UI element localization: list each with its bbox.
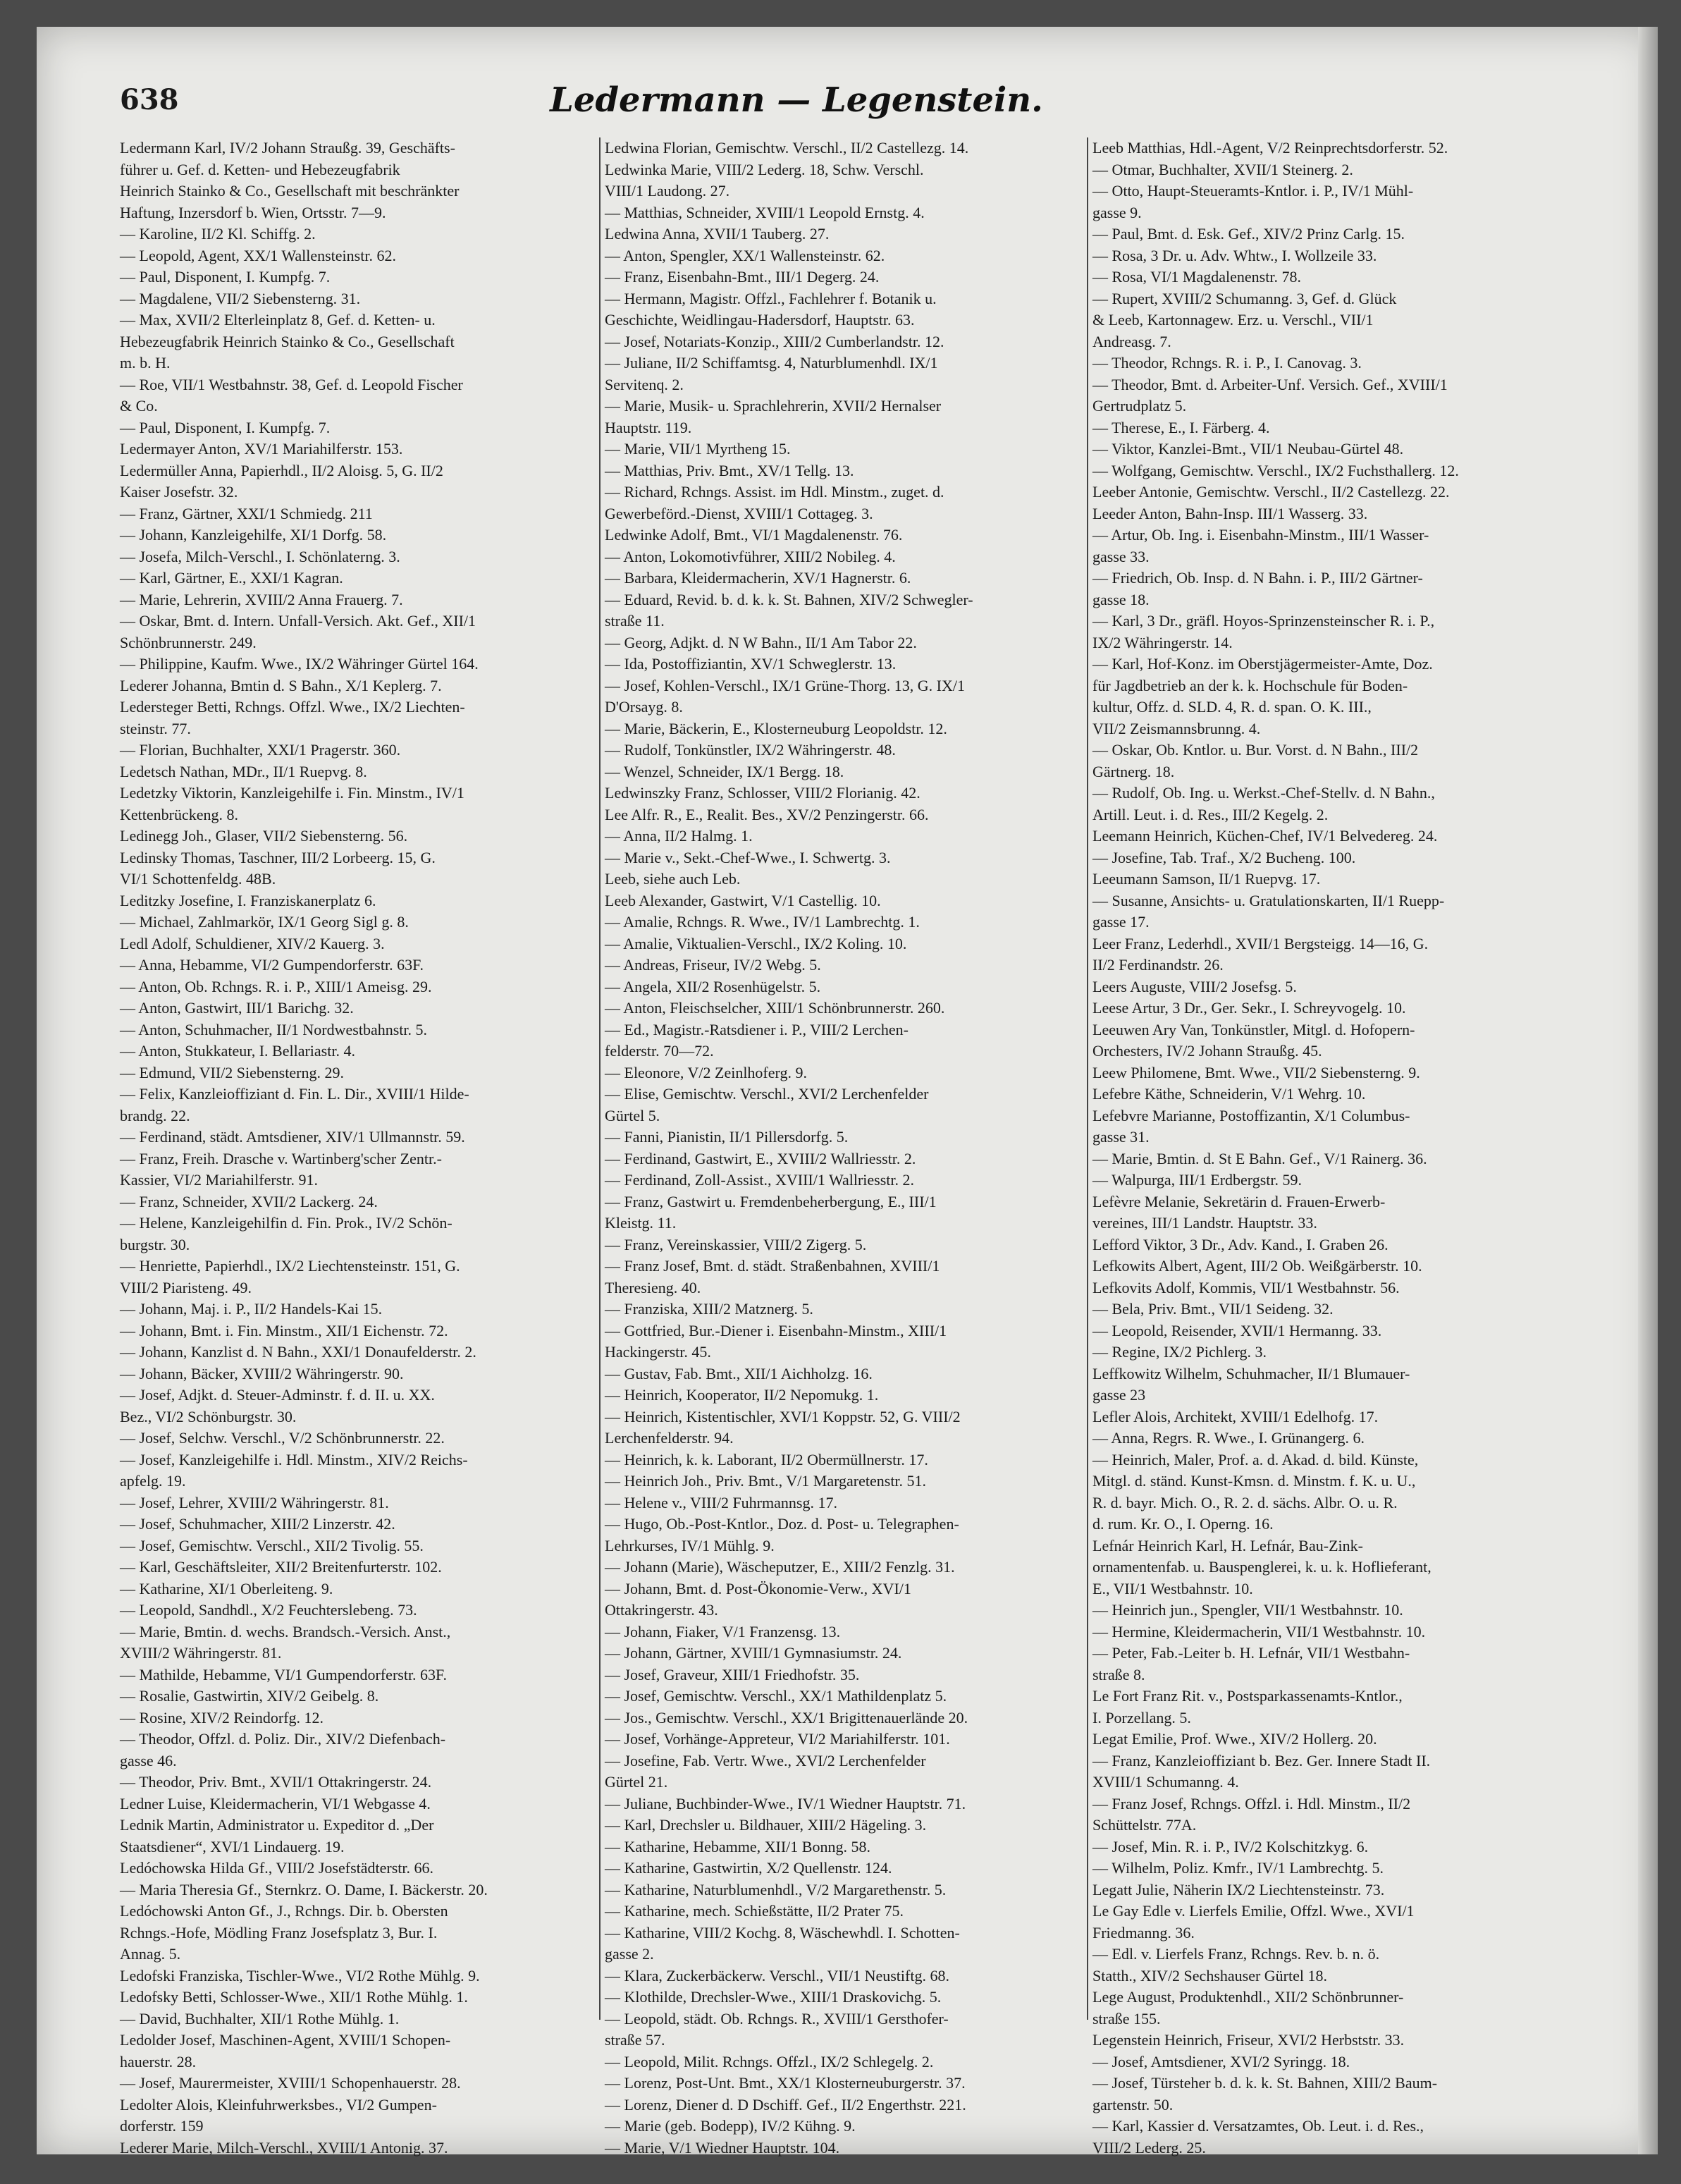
directory-entry-line: Legat Emilie, Prof. Wwe., XIV/2 Hollerg. 20.: [1092, 1730, 1377, 1748]
directory-entry-line: — Marie, Musik- u. Sprachlehrerin, XVII/2 Hernalser: [605, 397, 942, 415]
directory-entry-line: gasse 2.: [605, 1945, 654, 1963]
directory-entry-line: — Maria Theresia Gf., Sternkrz. O. Dame, I. Bäckerstr. 20.: [120, 1880, 488, 1898]
directory-entry-line: Annag. 5.: [120, 1945, 181, 1963]
directory-entry-line: Kassier, VI/2 Mariahilferstr. 91.: [120, 1171, 318, 1189]
directory-entry-line: — Klara, Zuckerbäckerw. Verschl., VII/1 Neustiftg. 68.: [605, 1966, 949, 1984]
directory-entry-line: Leese Artur, 3 Dr., Ger. Sekr., I. Schreyvogelg. 10.: [1092, 999, 1406, 1017]
directory-entry-line: — Georg, Adjkt. d. N W Bahn., II/1 Am Tabor 22.: [605, 633, 917, 651]
directory-entry-line: — Eduard, Revid. b. d. k. k. St. Bahnen, XIV/2 Schwegler-: [605, 590, 973, 608]
directory-entry-line: Geschichte, Weidlingau-Hadersdorf, Hauptstr. 63.: [605, 311, 915, 329]
directory-entry-line: — Rosa, VI/1 Magdalenenstr. 78.: [1092, 268, 1301, 286]
directory-entry-line: — Franz, Schneider, XVII/2 Lackerg. 24.: [120, 1192, 378, 1210]
directory-entry-line: Le Fort Franz Rit. v., Postsparkassenamts-Kntlor.,: [1092, 1687, 1403, 1705]
directory-entry-line: — Wolfgang, Gemischtw. Verschl., IX/2 Fuchsthallerg. 12.: [1092, 461, 1459, 479]
directory-entry-line: — Otto, Haupt-Steueramts-Kntlor. i. P., IV/1 Mühl-: [1092, 182, 1414, 200]
directory-entry-line: — Helene, Kanzleigehilfin d. Fin. Prok., IV/2 Schön-: [120, 1214, 452, 1232]
directory-entry-line: Ledl Adolf, Schuldiener, XIV/2 Kauerg. 3.: [120, 934, 385, 952]
directory-entry-line: führer u. Gef. d. Ketten- und Hebezeugfabrik: [120, 160, 400, 178]
directory-entry-line: Ledolder Josef, Maschinen-Agent, XVIII/1 Schopen-: [120, 2031, 451, 2049]
directory-entry-line: — Helene v., VIII/2 Fuhrmannsg. 17.: [605, 1493, 837, 1511]
directory-entry-line: Hackingerstr. 45.: [605, 1343, 711, 1361]
directory-entry-line: — Franz, Gärtner, XXI/1 Schmiedg. 211: [120, 504, 373, 522]
directory-entry-line: Orchesters, IV/2 Johann Straußg. 45.: [1092, 1042, 1322, 1060]
directory-entry-line: burgstr. 30.: [120, 1235, 190, 1253]
directory-entry-line: — Ferdinand, Zoll-Assist., XVIII/1 Wallriesstr. 2.: [605, 1171, 915, 1189]
directory-entry-line: — Katharine, VIII/2 Kochg. 8, Wäschewhdl. I. Schotten-: [605, 1923, 960, 1941]
directory-entry-line: XVIII/2 Währingerstr. 81.: [120, 1644, 282, 1662]
directory-entry-line: — Roe, VII/1 Westbahnstr. 38, Gef. d. Leopold Fischer: [120, 375, 463, 393]
directory-entry-line: Leers Auguste, VIII/2 Josefsg. 5.: [1092, 977, 1297, 995]
directory-entry-line: — Johann, Bmt. d. Post-Ökonomie-Verw., XVI/1: [605, 1579, 911, 1597]
column-rule: [599, 137, 601, 2020]
directory-entry-line: — Marie, V/1 Wiedner Hauptstr. 104.: [605, 2138, 840, 2157]
directory-entry-line: — Leopold, Sandhdl., X/2 Feuchterslebeng. 73.: [120, 1601, 417, 1619]
directory-entry-line: ornamentenfab. u. Bauspenglerei, k. u. k. Hoflieferant,: [1092, 1558, 1431, 1576]
directory-entry-line: — Paul, Disponent, I. Kumpfg. 7.: [120, 418, 331, 436]
directory-entry-line: Ledofsky Betti, Schlosser-Wwe., XII/1 Rothe Mühlg. 1.: [120, 1988, 468, 2006]
directory-entry-line: — Oskar, Bmt. d. Intern. Unfall-Versich. Akt. Gef., XII/1: [120, 612, 476, 630]
directory-entry-line: straße 155.: [1092, 2009, 1161, 2027]
directory-entry-line: — Katharine, XI/1 Oberleiteng. 9.: [120, 1579, 333, 1597]
directory-entry-line: — Heinrich, Maler, Prof. a. d. Akad. d. bild. Künste,: [1092, 1450, 1419, 1468]
directory-entry-line: VII/2 Zeismannsbrunng. 4.: [1092, 719, 1261, 737]
directory-entry-line: — Matthias, Priv. Bmt., XV/1 Tellg. 13.: [605, 461, 854, 479]
directory-entry-line: straße 8.: [1092, 1665, 1145, 1683]
directory-entry-line: — Josef, Adjkt. d. Steuer-Adminstr. f. d. II. u. XX.: [120, 1386, 435, 1404]
directory-entry-line: — Josef, Lehrer, XVIII/2 Währingerstr. 81.: [120, 1493, 389, 1511]
directory-entry-line: — Richard, Rchngs. Assist. im Hdl. Minstm., zuget. d.: [605, 483, 944, 501]
directory-entry-line: — Josef, Gemischtw. Verschl., XX/1 Mathildenplatz 5.: [605, 1687, 947, 1705]
directory-entry-line: — Anton, Ob. Rchngs. R. i. P., XIII/1 Ameisg. 29.: [120, 977, 432, 995]
directory-entry-line: — Heinrich Joh., Priv. Bmt., V/1 Margaretenstr. 51.: [605, 1472, 927, 1490]
directory-entry-line: Legatt Julie, Näherin IX/2 Liechtensteinstr. 73.: [1092, 1880, 1385, 1898]
directory-entry-line: gartenstr. 50.: [1092, 2095, 1174, 2114]
directory-entry-line: VIII/2 Lederg. 25.: [1092, 2138, 1206, 2157]
directory-entry-line: — Josef, Notariats-Konzip., XIII/2 Cumberlandstr. 12.: [605, 332, 944, 350]
directory-entry-line: — Leopold, Agent, XX/1 Wallensteinstr. 62.: [120, 246, 396, 264]
directory-entry-line: Gürtel 5.: [605, 1106, 660, 1124]
directory-entry-line: Le Gay Edle v. Lierfels Emilie, Offzl. Wwe., XVI/1: [1092, 1902, 1415, 1920]
directory-entry-line: VI/1 Schottenfeldg. 48B.: [120, 870, 276, 888]
directory-entry-line: — Amalie, Viktualien-Verschl., IX/2 Koling. 10.: [605, 934, 907, 952]
directory-entry-line: & Co.: [120, 397, 158, 415]
directory-entry-line: Ledinsky Thomas, Taschner, III/2 Lorbeerg. 15, G.: [120, 848, 436, 866]
directory-entry-line: Lefèvre Melanie, Sekretärin d. Frauen-Erwerb-: [1092, 1192, 1386, 1210]
directory-entry-line: Gürtel 21.: [605, 1773, 668, 1791]
directory-entry-line: — Ed., Magistr.-Ratsdiener i. P., VIII/2 Lerchen-: [605, 1020, 909, 1038]
directory-entry-line: Ledofski Franziska, Tischler-Wwe., VI/2 Rothe Mühlg. 9.: [120, 1966, 480, 1984]
directory-entry-line: Ledolter Alois, Kleinfuhrwerksbes., VI/2 Gumpen-: [120, 2095, 437, 2114]
directory-entry-line: Andreasg. 7.: [1092, 332, 1171, 350]
directory-entry-line: — Karl, Gärtner, E., XXI/1 Kagran.: [120, 569, 343, 587]
directory-entry-line: — Edmund, VII/2 Siebensterng. 29.: [120, 1063, 344, 1081]
directory-entry-line: — Amalie, Rchngs. R. Wwe., IV/1 Lambrechtg. 1.: [605, 913, 920, 931]
directory-entry-line: — Theodor, Rchngs. R. i. P., I. Canovag. 3.: [1092, 354, 1362, 372]
directory-entry-line: — Karl, Hof-Konz. im Oberstjägermeister-Amte, Doz.: [1092, 655, 1433, 673]
directory-entry-line: Ledwina Anna, XVII/1 Tauberg. 27.: [605, 225, 830, 243]
directory-entry-line: Lefnár Heinrich Karl, H. Lefnár, Bau-Zink-: [1092, 1536, 1363, 1554]
directory-entry-line: — Heinrich, Kooperator, II/2 Nepomukg. 1.: [605, 1386, 879, 1404]
directory-entry-line: — Elise, Gemischtw. Verschl., XVI/2 Lerchenfelder: [605, 1085, 929, 1103]
directory-entry-line: — Franz, Eisenbahn-Bmt., III/1 Degerg. 24.: [605, 268, 880, 286]
directory-entry-line: Ledóchowski Anton Gf., J., Rchngs. Dir. b. Obersten: [120, 1902, 448, 1920]
directory-entry-line: Rchngs.-Hofe, Mödling Franz Josefsplatz 3, Bur. I.: [120, 1923, 438, 1941]
directory-entry-line: Schüttelstr. 77A.: [1092, 1816, 1197, 1834]
directory-entry-line: für Jagdbetrieb an der k. k. Hochschule für Boden-: [1092, 676, 1408, 694]
directory-entry-line: — Wilhelm, Poliz. Kmfr., IV/1 Lambrechtg. 5.: [1092, 1859, 1384, 1877]
directory-entry-line: — Lorenz, Diener d. D Dschiff. Gef., II/2 Engerthstr. 221.: [605, 2095, 966, 2114]
directory-entry-line: — Marie, Bäckerin, E., Klosterneuburg Leopoldstr. 12.: [605, 719, 947, 737]
directory-entry-line: — Marie (geb. Bodepp), IV/2 Kühng. 9.: [605, 2117, 856, 2135]
directory-entry-line: — Anton, Gastwirt, III/1 Barichg. 32.: [120, 999, 354, 1017]
directory-entry-line: — Katharine, Hebamme, XII/1 Bonng. 58.: [605, 1837, 870, 1855]
directory-entry-line: — Marie v., Sekt.-Chef-Wwe., I. Schwertg. 3.: [605, 848, 891, 866]
directory-entry-line: — Rupert, XVIII/2 Schumanng. 3, Gef. d. Glück: [1092, 289, 1397, 307]
directory-entry-line: gasse 46.: [120, 1751, 177, 1769]
directory-entry-line: Ledwina Florian, Gemischtw. Verschl., II/2 Castellezg. 14.: [605, 139, 969, 157]
directory-entry-line: Gertrudplatz 5.: [1092, 397, 1187, 415]
directory-entry-line: — Klothilde, Drechsler-Wwe., XIII/1 Draskovichg. 5.: [605, 1988, 942, 2006]
directory-entry-line: — Eleonore, V/2 Zeinlhoferg. 9.: [605, 1063, 807, 1081]
directory-entry-line: — Johann, Bmt. i. Fin. Minstm., XII/1 Eichenstr. 72.: [120, 1321, 448, 1339]
directory-entry-line: — Viktor, Kanzlei-Bmt., VII/1 Neubau-Gürtel 48.: [1092, 440, 1404, 458]
directory-entry-line: Statth., XIV/2 Sechshauser Gürtel 18.: [1092, 1966, 1327, 1984]
directory-entry-line: Lederer Marie, Milch-Verschl., XVIII/1 Antonig. 37.: [120, 2138, 448, 2157]
directory-entry-line: — Josef, Min. R. i. P., IV/2 Kolschitzkyg. 6.: [1092, 1837, 1369, 1855]
directory-entry-line: Leer Franz, Lederhdl., XVII/1 Bergsteigg. 14—16, G.: [1092, 934, 1429, 952]
running-head: Ledermann — Legenstein.: [550, 80, 1043, 120]
directory-entry-line: — Felix, Kanzleioffiziant d. Fin. L. Dir., XVIII/1 Hilde-: [120, 1085, 469, 1103]
directory-entry-line: straße 57.: [605, 2031, 665, 2049]
directory-column-2: [605, 137, 1084, 2157]
directory-entry-line: Lege August, Produktenhdl., XII/2 Schönbrunner-: [1092, 1988, 1404, 2006]
directory-entry-line: IX/2 Währingerstr. 14.: [1092, 633, 1233, 651]
directory-entry-line: Leditzky Josefine, I. Franziskanerplatz 6.: [120, 891, 376, 909]
directory-entry-line: — Karoline, II/2 Kl. Schiffg. 2.: [120, 225, 316, 243]
directory-entry-line: — Philippine, Kaufm. Wwe., IX/2 Währinger Gürtel 164.: [120, 655, 479, 673]
directory-entry-line: — Jos., Gemischtw. Verschl., XX/1 Brigittenauerlände 20.: [605, 1708, 968, 1726]
directory-entry-line: — Angela, XII/2 Rosenhügelstr. 5.: [605, 977, 821, 995]
directory-entry-line: — Barbara, Kleidermacherin, XV/1 Hagnerstr. 6.: [605, 569, 911, 587]
directory-entry-line: — Lorenz, Post-Unt. Bmt., XX/1 Klosterneuburgerstr. 37.: [605, 2074, 966, 2092]
directory-entry-line: — Walpurga, III/1 Erdbergstr. 59.: [1092, 1171, 1303, 1189]
directory-entry-line: — Johann (Marie), Wäscheputzer, E., XIII/2 Fenzlg. 31.: [605, 1558, 955, 1576]
directory-entry-line: — Heinrich, k. k. Laborant, II/2 Obermüllnerstr. 17.: [605, 1450, 928, 1468]
directory-entry-line: — Katharine, mech. Schießstätte, II/2 Prater 75.: [605, 1902, 904, 1920]
page-edge: [1638, 27, 1658, 2154]
directory-entry-line: steinstr. 77.: [120, 719, 191, 737]
directory-entry-line: — Franziska, XIII/2 Matznerg. 5.: [605, 1300, 813, 1318]
directory-entry-line: — Katharine, Gastwirtin, X/2 Quellenstr. 124.: [605, 1859, 892, 1877]
directory-entry-line: — Max, XVII/2 Elterleinplatz 8, Gef. d. Ketten- u.: [120, 311, 436, 329]
directory-entry-line: Haftung, Inzersdorf b. Wien, Ortsstr. 7—9.: [120, 203, 386, 221]
directory-entry-line: Lehrkurses, IV/1 Mühlg. 9.: [605, 1536, 775, 1554]
directory-entry-line: — Johann, Kanzlist d. N Bahn., XXI/1 Donaufelderstr. 2.: [120, 1343, 476, 1361]
directory-entry-line: — Anna, Regrs. R. Wwe., I. Grünangerg. 6.: [1092, 1429, 1365, 1447]
directory-entry-line: — Franz Josef, Bmt. d. städt. Straßenbahnen, XVIII/1: [605, 1257, 940, 1275]
directory-entry-line: brandg. 22.: [120, 1106, 190, 1124]
directory-entry-line: — Theodor, Priv. Bmt., XVII/1 Ottakringerstr. 24.: [120, 1773, 432, 1791]
directory-entry-line: Ledwinszky Franz, Schlosser, VIII/2 Florianig. 42.: [605, 784, 920, 802]
directory-entry-line: — Susanne, Ansichts- u. Gratulationskarten, II/1 Ruepp-: [1092, 891, 1445, 909]
directory-entry-line: — Rudolf, Ob. Ing. u. Werkst.-Chef-Stellv. d. N Bahn.,: [1092, 784, 1435, 802]
directory-entry-line: — Franz, Freih. Drasche v. Wartinberg'scher Zentr.-: [120, 1149, 442, 1167]
directory-entry-line: — Otmar, Buchhalter, XVII/1 Steinerg. 2.: [1092, 160, 1353, 178]
directory-entry-line: I. Porzellang. 5.: [1092, 1708, 1191, 1726]
directory-entry-line: — Franz, Kanzleioffiziant b. Bez. Ger. Innere Stadt II.: [1092, 1751, 1431, 1769]
directory-entry-line: Hauptstr. 119.: [605, 418, 692, 436]
directory-entry-line: XVIII/1 Schumanng. 4.: [1092, 1773, 1239, 1791]
directory-entry-line: — Anton, Schuhmacher, II/1 Nordwestbahnstr. 5.: [120, 1020, 427, 1038]
directory-entry-line: Kleistg. 11.: [605, 1214, 677, 1232]
directory-entry-line: — Rosalie, Gastwirtin, XIV/2 Geibelg. 8.: [120, 1687, 379, 1705]
directory-entry-line: — Paul, Bmt. d. Esk. Gef., XIV/2 Prinz Carlg. 15.: [1092, 225, 1405, 243]
directory-entry-line: — Anton, Lokomotivführer, XIII/2 Nobileg. 4.: [605, 547, 896, 565]
directory-entry-line: gasse 23: [1092, 1386, 1146, 1404]
directory-entry-line: Leeber Antonie, Gemischtw. Verschl., II/2 Castellezg. 22.: [1092, 483, 1450, 501]
directory-entry-line: — Ida, Postoffiziantin, XV/1 Schweglerstr. 13.: [605, 655, 897, 673]
directory-entry-line: — Oskar, Ob. Kntlor. u. Bur. Vorst. d. N Bahn., III/2: [1092, 741, 1419, 759]
directory-column-3: [1092, 137, 1572, 2157]
directory-entry-line: — Heinrich, Kistentischler, XVI/1 Koppstr. 52, G. VIII/2: [605, 1407, 961, 1425]
directory-entry-line: — Josef, Gemischtw. Verschl., XII/2 Tivolig. 55.: [120, 1536, 424, 1554]
directory-entry-line: — Johann, Kanzleigehilfe, XI/1 Dorfg. 58.: [120, 526, 387, 544]
directory-entry-line: — Gottfried, Bur.-Diener i. Eisenbahn-Minstm., XIII/1: [605, 1321, 947, 1339]
directory-entry-line: — Mathilde, Hebamme, VI/1 Gumpendorferstr. 63F.: [120, 1665, 448, 1683]
directory-entry-line: — Josefine, Fab. Vertr. Wwe., XVI/2 Lerchenfelder: [605, 1751, 926, 1769]
directory-entry-line: — Marie, Bmtin. d. wechs. Brandsch.-Versich. Anst.,: [120, 1622, 451, 1640]
directory-entry-line: apfelg. 19.: [120, 1472, 186, 1490]
directory-entry-line: — Franz, Gastwirt u. Fremdenbeherbergung, E., III/1: [605, 1192, 937, 1210]
directory-entry-line: Leeb Matthias, Hdl.-Agent, V/2 Reinprechtsdorferstr. 52.: [1092, 139, 1448, 157]
directory-entry-line: — Anton, Fleischselcher, XIII/1 Schönbrunnerstr. 260.: [605, 999, 945, 1017]
directory-entry-line: — Rudolf, Tonkünstler, IX/2 Währingerstr. 48.: [605, 741, 896, 759]
directory-entry-line: Kettenbrückeng. 8.: [120, 805, 238, 823]
directory-entry-line: — Edl. v. Lierfels Franz, Rchngs. Rev. b. n. ö.: [1092, 1945, 1380, 1963]
directory-entry-line: Lefkowits Albert, Agent, III/2 Ob. Weißgärberstr. 10.: [1092, 1257, 1422, 1275]
directory-entry-line: — Regine, IX/2 Pichlerg. 3.: [1092, 1343, 1267, 1361]
page-header: [120, 80, 1473, 133]
directory-entry-line: — Josef, Selchw. Verschl., V/2 Schönbrunnerstr. 22.: [120, 1429, 445, 1447]
directory-entry-line: — Friedrich, Ob. Insp. d. N Bahn. i. P., III/2 Gärtner-: [1092, 569, 1423, 587]
directory-entry-line: — Wenzel, Schneider, IX/1 Bergg. 18.: [605, 762, 844, 780]
directory-entry-line: straße 11.: [605, 612, 665, 630]
directory-entry-line: Bez., VI/2 Schönburgstr. 30.: [120, 1407, 297, 1425]
directory-entry-line: — Anna, Hebamme, VI/2 Gumpendorferstr. 63F.: [120, 956, 424, 974]
directory-entry-line: — Anton, Stukkateur, I. Bellariastr. 4.: [120, 1042, 355, 1060]
directory-entry-line: kultur, Offz. d. SLD. 4, R. d. span. O. K. III.,: [1092, 698, 1372, 716]
directory-entry-line: — Bela, Priv. Bmt., VII/1 Seideng. 32.: [1092, 1300, 1334, 1318]
directory-entry-line: Leeb, siehe auch Leb.: [605, 870, 741, 888]
directory-entry-line: — Johann, Fiaker, V/1 Franzensg. 13.: [605, 1622, 841, 1640]
directory-entry-line: — Anton, Spengler, XX/1 Wallensteinstr. 62.: [605, 246, 885, 264]
directory-entry-line: — Josef, Kohlen-Verschl., IX/1 Grüne-Thorg. 13, G. IX/1: [605, 676, 965, 694]
directory-entry-line: Leeb Alexander, Gastwirt, V/1 Castellig. 10.: [605, 891, 881, 909]
directory-entry-line: — Franz, Vereinskassier, VIII/2 Zigerg. 5.: [605, 1235, 867, 1253]
directory-entry-line: Ledermann Karl, IV/2 Johann Straußg. 39, Geschäfts-: [120, 139, 455, 157]
directory-entry-line: — Leopold, städt. Ob. Rchngs. R., XVIII/1 Gersthofer-: [605, 2009, 949, 2027]
directory-entry-line: — Juliane, Buchbinder-Wwe., IV/1 Wiedner Hauptstr. 71.: [605, 1794, 966, 1812]
directory-entry-line: — Johann, Maj. i. P., II/2 Handels-Kai 15.: [120, 1300, 383, 1318]
directory-entry-line: — Josef, Graveur, XIII/1 Friedhofstr. 35.: [605, 1665, 860, 1683]
directory-entry-line: — Josefa, Milch-Verschl., I. Schönlaterng. 3.: [120, 547, 400, 565]
directory-entry-line: — Johann, Bäcker, XVIII/2 Währingerstr. 90.: [120, 1364, 404, 1382]
directory-entry-line: Schönbrunnerstr. 249.: [120, 633, 257, 651]
directory-entry-line: — Marie, Bmtin. d. St E Bahn. Gef., V/1 Rainerg. 36.: [1092, 1149, 1427, 1167]
directory-entry-line: — Rosa, 3 Dr. u. Adv. Whtw., I. Wollzeile 33.: [1092, 246, 1377, 264]
directory-entry-line: — Johann, Gärtner, XVIII/1 Gymnasiumstr. 24.: [605, 1644, 902, 1662]
directory-entry-line: — Florian, Buchhalter, XXI/1 Pragerstr. 360.: [120, 741, 401, 759]
column-rule: [1087, 137, 1088, 2020]
directory-entry-line: — Fanni, Pianistin, II/1 Pillersdorfg. 5.: [605, 1128, 849, 1146]
directory-entry-line: — Theodor, Offzl. d. Poliz. Dir., XIV/2 Diefenbach-: [120, 1730, 446, 1748]
directory-entry-line: Lefebvre Marianne, Postoffizantin, X/1 Columbus-: [1092, 1106, 1410, 1124]
directory-entry-line: — Marie, Lehrerin, XVIII/2 Anna Frauerg. 7.: [120, 590, 403, 608]
directory-entry-line: R. d. bayr. Mich. O., R. 2. d. sächs. Albr. O. u. R.: [1092, 1493, 1398, 1511]
directory-entry-line: — Magdalene, VII/2 Siebensterng. 31.: [120, 289, 361, 307]
directory-entry-line: Ledetzky Viktorin, Kanzleigehilfe i. Fin. Minstm., IV/1: [120, 784, 464, 802]
directory-entry-line: — Theodor, Bmt. d. Arbeiter-Unf. Versich. Gef., XVIII/1: [1092, 375, 1448, 393]
directory-entry-line: Ledermüller Anna, Papierhdl., II/2 Aloisg. 5, G. II/2: [120, 461, 443, 479]
directory-entry-line: — Andreas, Friseur, IV/2 Webg. 5.: [605, 956, 821, 974]
directory-entry-line: felderstr. 70—72.: [605, 1042, 714, 1060]
directory-entry-line: Kaiser Josefstr. 32.: [120, 483, 238, 501]
directory-entry-line: Ledetsch Nathan, MDr., II/1 Ruepvg. 8.: [120, 762, 367, 780]
directory-entry-line: Ledersteger Betti, Rchngs. Offzl. Wwe., IX/2 Liechten-: [120, 698, 465, 716]
directory-entry-line: Gärtnerg. 18.: [1092, 762, 1175, 780]
directory-entry-line: m. b. H.: [120, 354, 171, 372]
directory-entry-line: — Rosine, XIV/2 Reindorfg. 12.: [120, 1708, 324, 1726]
directory-entry-line: Leffkowitz Wilhelm, Schuhmacher, II/1 Blumauer-: [1092, 1364, 1410, 1382]
directory-entry-line: — Josef, Schuhmacher, XIII/2 Linzerstr. 42.: [120, 1515, 395, 1533]
directory-entry-line: — Karl, Kassier d. Versatzamtes, Ob. Leut. i. d. Res.,: [1092, 2117, 1424, 2135]
directory-entry-line: d. rum. Kr. O., I. Operng. 16.: [1092, 1515, 1274, 1533]
directory-entry-line: VIII/2 Piaristeng. 49.: [120, 1278, 252, 1296]
directory-entry-line: gasse 18.: [1092, 590, 1150, 608]
directory-entry-line: — Hugo, Ob.-Post-Kntlor., Doz. d. Post- u. Telegraphen-: [605, 1515, 959, 1533]
directory-entry-line: Ledner Luise, Kleidermacherin, VI/1 Webgasse 4.: [120, 1794, 431, 1812]
directory-entry-line: hauerstr. 28.: [120, 2052, 197, 2070]
directory-entry-line: Ledwinka Marie, VIII/2 Lederg. 18, Schw. Verschl.: [605, 160, 924, 178]
directory-entry-line: — Josef, Amtsdiener, XVI/2 Syringg. 18.: [1092, 2052, 1350, 2070]
directory-entry-line: Lee Alfr. R., E., Realit. Bes., XV/2 Penzingerstr. 66.: [605, 805, 929, 823]
directory-entry-line: — Michael, Zahlmarkör, IX/1 Georg Sigl g. 8.: [120, 913, 409, 931]
directory-entry-line: gasse 33.: [1092, 547, 1150, 565]
directory-entry-line: — Leopold, Reisender, XVII/1 Hermanng. 33.: [1092, 1321, 1382, 1339]
directory-entry-line: — Karl, Drechsler u. Bildhauer, XIII/2 Hägeling. 3.: [605, 1816, 927, 1834]
directory-entry-line: — Karl, Geschäftsleiter, XII/2 Breitenfurterstr. 102.: [120, 1558, 442, 1576]
directory-entry-line: — Hermann, Magistr. Offzl., Fachlehrer f. Botanik u.: [605, 289, 937, 307]
directory-entry-line: — Henriette, Papierhdl., IX/2 Liechtensteinstr. 151, G.: [120, 1257, 460, 1275]
directory-entry-line: Leeumann Samson, II/1 Ruepvg. 17.: [1092, 870, 1321, 888]
directory-entry-line: Leemann Heinrich, Küchen-Chef, IV/1 Belvedereg. 24.: [1092, 827, 1438, 845]
directory-entry-line: Staatsdiener“, XVI/1 Lindauerg. 19.: [120, 1837, 345, 1855]
directory-entry-line: — Paul, Disponent, I. Kumpfg. 7.: [120, 268, 331, 286]
directory-entry-line: — Josef, Vorhänge-Appreteur, VI/2 Mariahilferstr. 101.: [605, 1730, 950, 1748]
directory-entry-line: & Leeb, Kartonnagew. Erz. u. Verschl., VII/1: [1092, 311, 1374, 329]
directory-entry-line: Ledwinke Adolf, Bmt., VI/1 Magdalenenstr. 76.: [605, 526, 903, 544]
directory-entry-line: — Artur, Ob. Ing. i. Eisenbahn-Minstm., III/1 Wasser-: [1092, 526, 1429, 544]
directory-entry-line: — Josef, Kanzleigehilfe i. Hdl. Minstm., XIV/2 Reichs-: [120, 1450, 468, 1468]
directory-entry-line: Legenstein Heinrich, Friseur, XVI/2 Herbststr. 33.: [1092, 2031, 1405, 2049]
directory-entry-line: Ledóchowska Hilda Gf., VIII/2 Josefstädterstr. 66.: [120, 1859, 433, 1877]
directory-entry-line: Lefford Viktor, 3 Dr., Adv. Kand., I. Graben 26.: [1092, 1235, 1388, 1253]
page-number: 638: [120, 83, 179, 116]
directory-entry-line: gasse 17.: [1092, 913, 1150, 931]
directory-entry-line: — David, Buchhalter, XII/1 Rothe Mühlg. 1.: [120, 2009, 400, 2027]
directory-entry-line: Ledermayer Anton, XV/1 Mariahilferstr. 153.: [120, 440, 403, 458]
directory-entry-line: II/2 Ferdinandstr. 26.: [1092, 956, 1224, 974]
directory-entry-line: gasse 9.: [1092, 203, 1142, 221]
directory-entry-line: Servitenq. 2.: [605, 375, 684, 393]
directory-entry-line: Theresieng. 40.: [605, 1278, 701, 1296]
directory-entry-line: — Therese, E., I. Färberg. 4.: [1092, 418, 1270, 436]
directory-entry-line: — Ferdinand, Gastwirt, E., XVIII/2 Wallriesstr. 2.: [605, 1149, 916, 1167]
directory-entry-line: — Hermine, Kleidermacherin, VII/1 Westbahnstr. 10.: [1092, 1622, 1426, 1640]
directory-entry-line: — Josef, Maurermeister, XVIII/1 Schopenhauerstr. 28.: [120, 2074, 461, 2092]
directory-entry-line: — Peter, Fab.-Leiter b. H. Lefnár, VII/1 Westbahn-: [1092, 1644, 1410, 1662]
directory-entry-line: — Marie, VII/1 Myrtheng 15.: [605, 440, 791, 458]
directory-entry-line: Lerchenfelderstr. 94.: [605, 1429, 734, 1447]
directory-column-1: [120, 137, 599, 2157]
directory-entry-line: — Gustav, Fab. Bmt., XII/1 Aichholzg. 16.: [605, 1364, 873, 1382]
directory-entry-line: — Karl, 3 Dr., gräfl. Hoyos-Sprinzensteinscher R. i. P.,: [1092, 612, 1435, 630]
directory-entry-line: Lednik Martin, Administrator u. Expeditor d. „Der: [120, 1816, 434, 1834]
directory-entry-line: — Franz Josef, Rchngs. Offzl. i. Hdl. Minstm., II/2: [1092, 1794, 1411, 1812]
directory-entry-line: D'Orsayg. 8.: [605, 698, 683, 716]
directory-entry-line: Leeder Anton, Bahn-Insp. III/1 Wasserg. 33.: [1092, 504, 1368, 522]
directory-entry-line: Ledinegg Joh., Glaser, VII/2 Siebensterng. 56.: [120, 827, 408, 845]
directory-entry-line: dorferstr. 159: [120, 2117, 204, 2135]
directory-entry-line: Leew Philomene, Bmt. Wwe., VII/2 Siebensterng. 9.: [1092, 1063, 1420, 1081]
directory-entry-line: Leeuwen Ary Van, Tonkünstler, Mitgl. d. Hofopern-: [1092, 1020, 1415, 1038]
directory-entry-line: VIII/1 Laudong. 27.: [605, 182, 730, 200]
directory-entry-line: Friedmanng. 36.: [1092, 1923, 1195, 1941]
directory-entry-line: — Josefine, Tab. Traf., X/2 Bucheng. 100.: [1092, 848, 1356, 866]
directory-entry-line: — Juliane, II/2 Schiffamtsg. 4, Naturblumenhdl. IX/1: [605, 354, 938, 372]
directory-entry-line: Ottakringerstr. 43.: [605, 1601, 718, 1619]
directory-entry-line: Lefler Alois, Architekt, XVIII/1 Edelhofg. 17.: [1092, 1407, 1379, 1425]
directory-entry-line: Hebezeugfabrik Heinrich Stainko & Co., Gesellschaft: [120, 332, 455, 350]
directory-entry-line: Heinrich Stainko & Co., Gesellschaft mit beschränkter: [120, 182, 460, 200]
directory-entry-line: — Josef, Türsteher b. d. k. k. St. Bahnen, XIII/2 Baum-: [1092, 2074, 1438, 2092]
directory-entry-line: — Katharine, Naturblumenhdl., V/2 Margarethenstr. 5.: [605, 1880, 947, 1898]
directory-entry-line: — Anna, II/2 Halmg. 1.: [605, 827, 753, 845]
directory-entry-line: Gewerbeförd.-Dienst, XVIII/1 Cottageg. 3.: [605, 504, 873, 522]
directory-entry-line: vereines, III/1 Landstr. Hauptstr. 33.: [1092, 1214, 1317, 1232]
directory-entry-line: gasse 31.: [1092, 1128, 1150, 1146]
directory-entry-line: Lefebre Käthe, Schneiderin, V/1 Wehrg. 10.: [1092, 1085, 1366, 1103]
directory-entry-line: Artill. Leut. i. d. Res., III/2 Kegelg. 2.: [1092, 805, 1329, 823]
directory-entry-line: — Leopold, Milit. Rchngs. Offzl., IX/2 Schlegelg. 2.: [605, 2052, 934, 2070]
directory-entry-line: Lederer Johanna, Bmtin d. S Bahn., X/1 Keplerg. 7.: [120, 676, 442, 694]
directory-entry-line: — Heinrich jun., Spengler, VII/1 Westbahnstr. 10.: [1092, 1601, 1403, 1619]
directory-entry-line: — Matthias, Schneider, XVIII/1 Leopold Ernstg. 4.: [605, 203, 925, 221]
directory-entry-line: E., VII/1 Westbahnstr. 10.: [1092, 1579, 1253, 1597]
directory-entry-line: — Ferdinand, städt. Amtsdiener, XIV/1 Ullmannstr. 59.: [120, 1128, 465, 1146]
directory-entry-line: Lefkovits Adolf, Kommis, VII/1 Westbahnstr. 56.: [1092, 1278, 1400, 1296]
directory-entry-line: Mitgl. d. ständ. Kunst-Kmsn. d. Minstm. f. K. u. U.,: [1092, 1472, 1416, 1490]
